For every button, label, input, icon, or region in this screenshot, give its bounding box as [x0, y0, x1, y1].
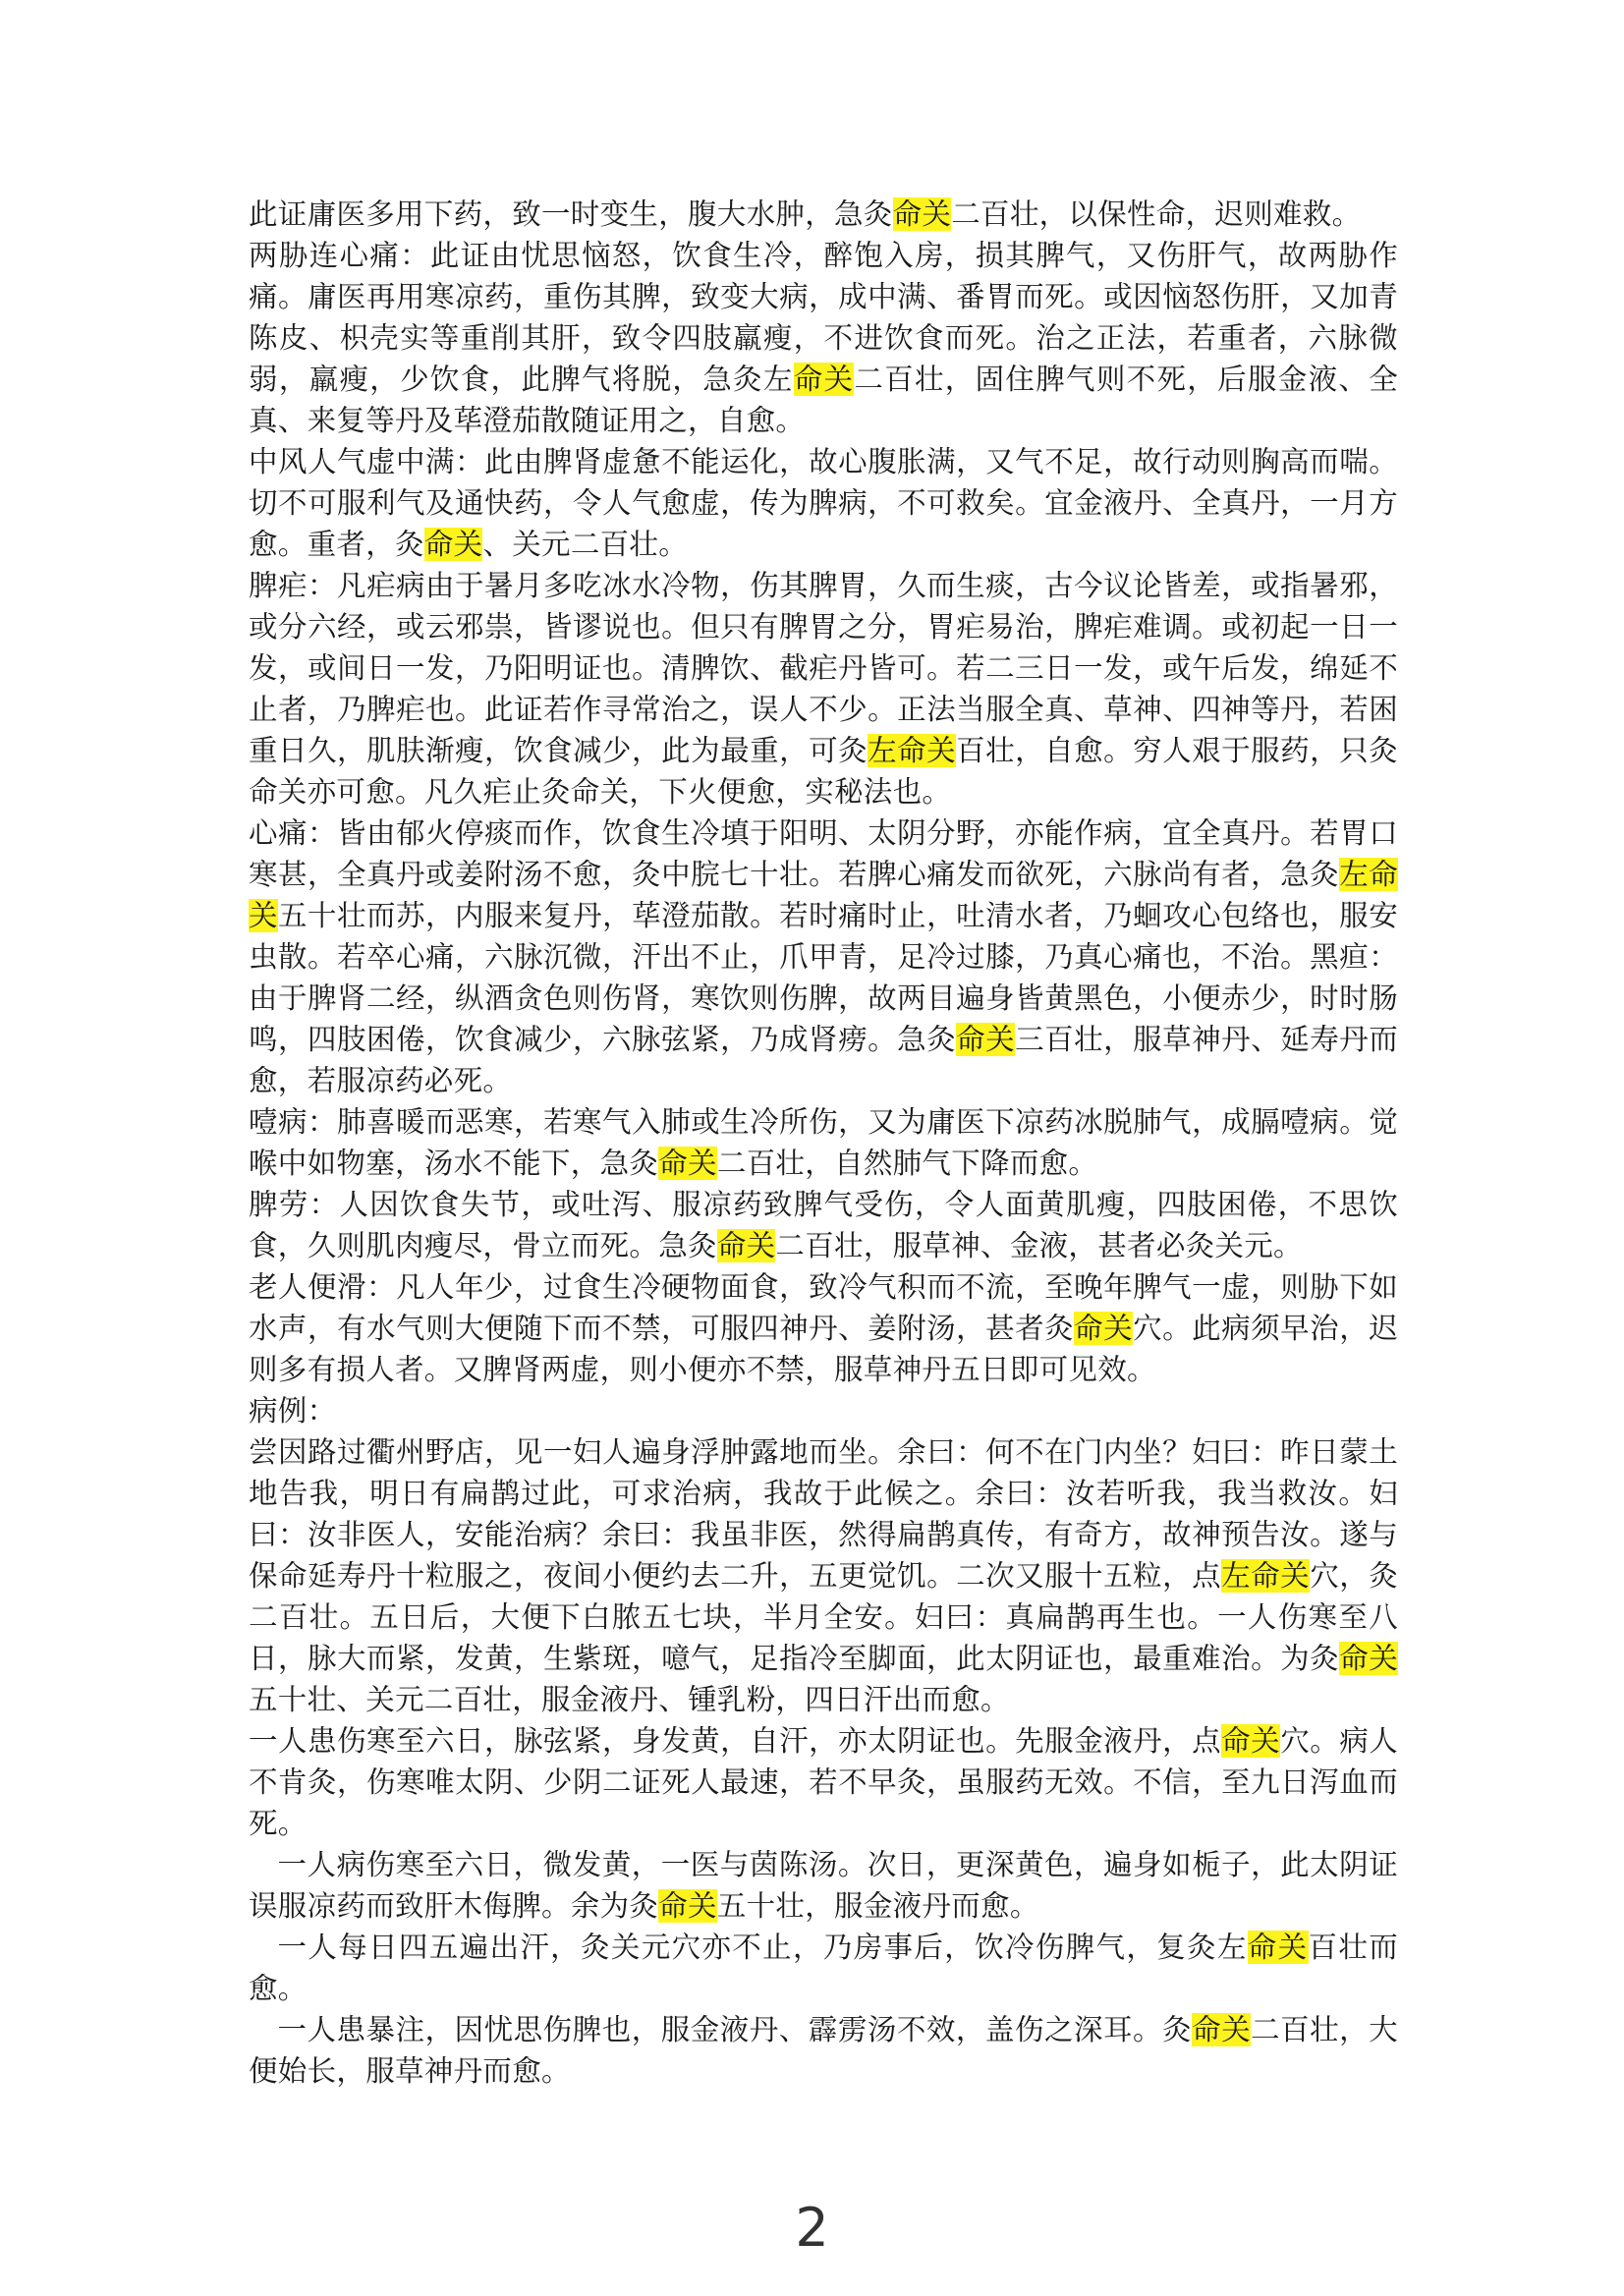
- text-run: 中风人气虚中满：此由脾肾虚惫不能运化，故心腹胀满，又气不足，故行动则胸高而喘。切不可服利气及通快药，令人气愈虚，传为脾病，不可救矣。宜金液丹、全真丹，一月方愈。重者，灸: [249, 445, 1398, 561]
- text-run: 五十壮、关元二百壮，服金液丹、锺乳粉，四日汗出而愈。: [249, 1683, 1010, 1716]
- highlighted-term: 命关: [1192, 2013, 1252, 2046]
- text-run: 二百壮，自然肺气下降而愈。: [716, 1147, 1098, 1180]
- text-run: 脾劳：人因饮食失节，或吐泻、服凉药致脾气受伤，令人面黄肌瘦，四肢困倦，不思饮食，久则肌肉瘦尽，骨立而死。急灸: [249, 1188, 1398, 1262]
- text-run: 一人患暴注，因忧思伤脾也，服金液丹、霹雳汤不效，盖伤之深耳。灸: [277, 2013, 1193, 2046]
- text-run: 脾疟：凡疟病由于暑月多吃冰水冷物，伤其脾胃，久而生痰，古今议论皆差，或指暑邪，或分六经，或云邪祟，皆谬说也。但只有脾胃之分，胃疟易治，脾疟难调。或初起一日一发，或间日一发，乃阳明证也。清脾饮、截疟丹皆可。若二三日一发，或午后发，绵延不止者，乃脾疟也。此证若作寻常治之，误人不少。正法当服全真、草神、四神等丹，若困重日久，肌肤渐瘦，饮食减少，此为最重，可灸: [249, 569, 1398, 767]
- text-run: 此证庸医多用下药，致一时变生，腹大水肿，急灸: [249, 197, 893, 231]
- text-run: 二百壮，以保性命，迟则难救。: [951, 197, 1362, 231]
- highlighted-term: 命关: [1247, 1931, 1309, 1964]
- page-number: 2: [795, 2197, 829, 2259]
- text-run: 五十壮而苏，内服来复丹，荜澄茄散。若时痛时止，吐清水者，乃蛔攻心包络也，服安虫散。若卒心痛，六脉沉微，汗出不止，爪甲青，足冷过膝，乃真心痛也，不治。黑疸：由于脾肾二经，纵酒贪色则伤肾，寒饮则伤脾，故两目遍身皆黄黑色，小便赤少，时时肠鸣，四肢困倦，饮食减少，六脉弦紧，乃成肾痨。急灸: [249, 899, 1398, 1056]
- highlighted-term: 命关: [716, 1229, 776, 1262]
- text-run: 穴。病人不肯灸，伤寒唯太阴、少阴二证死人最速，若不早灸，虽服药无效。不信，至九日泻血而死。: [249, 1724, 1399, 1840]
- paragraph: [249, 194, 1398, 235]
- highlighted-term: 左命关: [1221, 1559, 1311, 1593]
- highlighted-term: 命关: [892, 197, 952, 231]
- highlighted-term: 命关: [423, 528, 483, 561]
- text-run: 尝因路过衢州野店，见一妇人遍身浮肿露地而坐。余曰：何不在门内坐？妇曰：昨日蒙土地告我，明日有扁鹊过此，可求治病，我故于此候之。余曰：汝若听我，我当救汝。妇曰：汝非医人，安能治病？余曰：我虽非医，然得扁鹊真传，有奇方，故神预告汝。遂与保命延寿丹十粒服之，夜间小便约去二升，五更觉饥。二次又服十五粒，点: [249, 1435, 1398, 1593]
- paragraph: [249, 1184, 1398, 1266]
- highlighted-term: 命关: [658, 1889, 717, 1923]
- text-run: 穴，灸二百壮。五日后，大便下白脓五七块，半月全安。妇曰：真扁鹊再生也。一人伤寒至八日，脉大而紧，发黄，生紫斑，噫气，足指冷至脚面，此太阴证也，最重难治。为灸: [249, 1559, 1398, 1675]
- text-run: 噎病：肺喜暖而恶寒，若寒气入肺或生冷所伤，又为庸医下凉药冰脱肺气，成膈噎病。觉喉中如物塞，汤水不能下，急灸: [249, 1105, 1398, 1180]
- text-run: 老人便滑：凡人年少，过食生冷硬物面食，致冷气积而不流，至晚年脾气一虚，则胁下如水声，有水气则大便随下而不禁，可服四神丹、姜附汤，甚者灸: [249, 1270, 1398, 1345]
- text-run: 五十壮，服金液丹而愈。: [716, 1889, 1039, 1923]
- paragraph: [249, 565, 1398, 812]
- text-run: 心痛：皆由郁火停痰而作，饮食生冷填于阳明、太阴分野，亦能作病，宜全真丹。若胃口寒甚，全真丹或姜附汤不愈，灸中脘七十壮。若脾心痛发而欲死，六脉尚有者，急灸: [249, 816, 1398, 891]
- body-text: [249, 194, 1398, 2092]
- text-run: 一人每日四五遍出汗，灸关元穴亦不止，乃房事后，饮冷伤脾气，复灸左: [277, 1931, 1248, 1964]
- highlighted-term: 命关: [658, 1147, 717, 1180]
- text-run: 一人患伤寒至六日，脉弦紧，身发黄，自汗，亦太阴证也。先服金液丹，点: [249, 1724, 1222, 1758]
- text-run: 百壮，自愈。穷人艰于服药，只灸命关亦可愈。凡久疟止灸命关，下火便愈，实秘法也。: [249, 734, 1398, 809]
- paragraph: [249, 1266, 1398, 1390]
- paragraph: [249, 1431, 1398, 1720]
- highlighted-term: 命关: [1074, 1312, 1134, 1345]
- paragraph: [249, 812, 1398, 1101]
- paragraph: [249, 1844, 1398, 1927]
- paragraph: [249, 1101, 1398, 1184]
- highlighted-term: 左命关: [249, 858, 1398, 932]
- highlighted-term: 命关: [793, 363, 855, 396]
- highlighted-term: 命关: [1221, 1724, 1281, 1758]
- highlighted-term: 命关: [1339, 1642, 1398, 1675]
- text-run: 百壮而愈。: [249, 1931, 1399, 2005]
- text-run: 三百壮，服草神丹、延寿丹而愈，若服凉药必死。: [249, 1023, 1398, 1097]
- paragraph: [249, 1927, 1398, 2009]
- text-run: 、关元二百壮。: [482, 528, 689, 561]
- highlighted-term: 左命关: [868, 734, 957, 767]
- paragraph: [249, 235, 1398, 441]
- paragraph: [249, 2009, 1398, 2092]
- text-run: 病例：: [249, 1394, 337, 1428]
- text-run: 两胁连心痛：此证由忧思恼怒，饮食生冷，醉饱入房，损其脾气，又伤肝气，故两胁作痛。庸医再用寒凉药，重伤其脾，致变大病，成中满、番胃而死。或因恼怒伤肝，又加青陈皮、枳壳实等重削其肝，致令四肢羸瘦，不进饮食而死。治之正法，若重者，六脉微弱，羸瘦，少饮食，此脾气将脱，急灸左: [249, 239, 1398, 396]
- text-run: 穴。此病须早治，迟则多有损人者。又脾肾两虚，则小便亦不禁，服草神丹五日即可见效。: [249, 1312, 1398, 1386]
- text-run: 一人病伤寒至六日，微发黄，一医与茵陈汤。次日，更深黄色，遍身如栀子，此太阴证误服凉药而致肝木侮脾。余为灸: [249, 1848, 1398, 1923]
- text-run: 二百壮，固住脾气则不死，后服金液、全真、来复等丹及荜澄茄散随证用之，自愈。: [249, 363, 1398, 437]
- text-run: 二百壮，服草神、金液，甚者必灸关元。: [775, 1229, 1303, 1262]
- highlighted-term: 命关: [956, 1023, 1016, 1056]
- text-run: 二百壮，大便始长，服草神丹而愈。: [249, 2013, 1398, 2088]
- paragraph: [249, 1720, 1398, 1844]
- paragraph: [249, 441, 1398, 565]
- paragraph: [249, 1390, 1398, 1431]
